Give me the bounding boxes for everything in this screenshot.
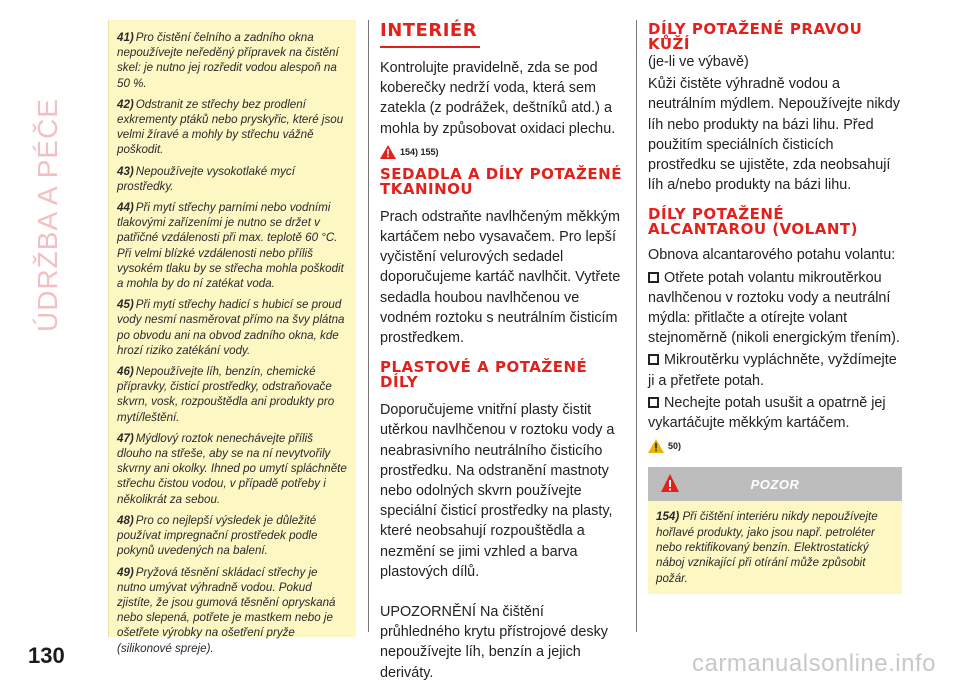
warning-triangle-icon xyxy=(380,145,396,159)
interior-heading: INTERIÉR xyxy=(380,22,480,48)
watermark: carmanualsonline.info xyxy=(692,650,936,677)
note-item xyxy=(117,200,348,291)
column-divider xyxy=(636,20,637,632)
bullet-square-icon xyxy=(648,272,659,283)
note-text: Při mytí střechy parními nebo vodními tlakovými zařízeními je nutno se držet v patřičné vzdálenosti při max. teplotě 60 °C. Při velmi blízké vzdálenosti nebo příliš vysokém tlaku by se střecha mohla poškodit a mohla by do ní zatékat voda. xyxy=(117,201,344,291)
pozor-header xyxy=(648,467,902,501)
warning-refs xyxy=(380,145,622,159)
column-divider xyxy=(368,20,369,632)
pozor-title: POZOR xyxy=(750,476,800,492)
note-number: 47) xyxy=(117,431,134,445)
note-item xyxy=(117,97,348,158)
leather-heading: DÍLY POTAŽENÉ PRAVOU KŮŽÍ xyxy=(648,20,863,53)
bullet-square-icon xyxy=(648,354,659,365)
note-item xyxy=(117,297,348,358)
note-number: 48) xyxy=(117,513,134,527)
note-number: 43) xyxy=(117,164,134,178)
page-number: 130 xyxy=(28,643,65,668)
note-item xyxy=(117,431,348,507)
list-item xyxy=(648,393,902,433)
note-text: Pro co nejlepší výsledek je důležité používat impregnační prostředek podle pokynů uvedených na balení. xyxy=(117,513,318,558)
leather-subtitle: (je-li ve výbavě) xyxy=(648,54,749,70)
alcantara-heading: DÍLY POTAŽENÉ ALCANTAROU (VOLANT) xyxy=(648,205,858,239)
note-text: Mýdlový roztok nenechávejte příliš dlouho na střeše, aby se na ní nevytvořily skvrny ani okolky. Ihned po umytí spláchněte střechu čistou vodou, v případě potřeby i několikrát za sebou. xyxy=(117,431,347,506)
caution-ref xyxy=(648,439,902,453)
alcantara-intro: Obnova alcantarového potahu volantu: xyxy=(648,247,896,264)
warning-ref-numbers: 154) 155) xyxy=(400,146,439,157)
note-item xyxy=(117,164,348,194)
note-text: Při mytí střechy hadicí s hubicí se proud vody nesmí nasměrovat přímo na švy plátna po obvodu ani na obvod zadního okna, kde hrozí riziko zatékání vody. xyxy=(117,298,345,357)
bullet-square-icon xyxy=(648,397,659,408)
list-item-text: Nechejte potah usušit a opatrně jej vykartáčujte měkkým kartáčem. xyxy=(648,394,886,432)
list-item-text: Otřete potah volantu mikroutěrkou navlhčenou v roztoku vody a neutrální mýdla: přitlačte a otírejte volant stejnoměrně (nikoli energickým třením). xyxy=(648,269,900,347)
note-text: Pro čistění čelního a zadního okna nepoužívejte neředěný přípravek na čistění skel: je nutno jej rozředit vodou alespoň na 50 %. xyxy=(117,31,339,90)
note-number: 45) xyxy=(117,298,134,312)
list-item xyxy=(648,350,902,390)
list-item-text: Mikroutěrku vypláchněte, vyždímejte ji a přetřete potah. xyxy=(648,352,897,389)
plastic-text: Doporučujeme vnitřní plasty čistit utěrkou navlhčenou v roztoku vody a neabrasivního neutrálního čisticího prostředku. Na odstranění mastnoty nebo odolných skvrn používejte speciální čisticí prostředky na plasty, které neobsahují rozpouštědla a nezmění se jimi vzhled a barva plastových dílů. xyxy=(380,402,615,580)
note-item xyxy=(117,565,348,656)
section-tab-label: ÚDRŽBA A PÉČE xyxy=(32,98,63,332)
note-number: 42) xyxy=(117,97,134,111)
note-number: 41) xyxy=(117,31,134,44)
pozor-warning-box xyxy=(648,467,902,594)
note-text: Nepoužívejte vysokotlaké mycí prostředky. xyxy=(117,164,295,193)
list-item xyxy=(648,268,902,349)
note-item xyxy=(117,30,348,91)
pozor-body xyxy=(648,501,902,594)
note-number: 44) xyxy=(117,201,134,215)
notes-box xyxy=(108,20,356,655)
note-number: 46) xyxy=(117,365,134,379)
note-number: 49) xyxy=(117,565,134,579)
interior-column xyxy=(380,22,622,683)
note-item xyxy=(117,513,348,559)
interior-intro: Kontrolujte pravidelně, zda se pod koberečky nedrží voda, která sem zatekla (z podrážek, deštníků atd.) a mohla by způsobovat oxidaci plechu. xyxy=(380,60,616,137)
leather-text: Kůži čistěte výhradně vodou a neutrálním mýdlem. Nepoužívejte nikdy líh nebo produkty na bázi lihu. Před použitím speciálních čisticích prostředku se ujistěte, zda neobsahují líh a/nebo produkty na bázi lihu. xyxy=(648,76,900,194)
leather-column xyxy=(648,22,902,594)
note-item xyxy=(117,364,348,425)
caution-ref-number: 50) xyxy=(668,441,682,452)
seats-text: Prach odstraňte navlhčeným měkkým kartáčem nebo vysavačem. Pro lepší vyčistění velurových sedadel doporučujeme kartáč navlhčit. Vytřete sedadla houbou navlhčenou ve vodném roztoku s neutrálním čisticím prostředkem. xyxy=(380,208,621,347)
notice-text: UPOZORNĚNÍ Na čištění průhledného krytu přístrojové desky nepoužívejte líh, benzín a jejich deriváty. xyxy=(380,604,608,681)
pozor-number: 154) xyxy=(656,510,680,524)
pozor-text: Při čištění interiéru nikdy nepoužívejte hořlavé produkty, jako jsou např. petroléter nebo rektifikovaný benzín. Elektrostatický náboj vznikající při otírání může způsobit požár. xyxy=(656,510,878,585)
danger-triangle-icon xyxy=(660,473,680,493)
caution-triangle-icon xyxy=(648,439,664,453)
seats-heading: SEDADLA A DÍLY POTAŽENÉ TKANINOU xyxy=(380,164,622,198)
note-text: Odstranit ze střechy bez prodlení exkrementy ptáků nebo pryskyřic, které jsou velmi žíravé a mohly by střechu vážně poškodit. xyxy=(117,97,344,157)
plastic-heading: PLASTOVÉ A POTAŽENÉ DÍLY xyxy=(380,358,588,392)
note-text: Nepoužívejte líh, benzín, chemické přípravky, čisticí prostředky, odstraňovače skvrn, vosk, rozpouštědla ani produkty pro mytí/leštění. xyxy=(117,365,335,424)
note-text: Pryžová těsnění skládací střechy je nutno umývat výhradně vodou. Pokud zjistíte, že jsou gumová těsnění opryskaná nebo slepená, potřete je mastkem nebo je ošetřete výrobky na ošetření pryže (silikonové spreje). xyxy=(117,565,336,655)
